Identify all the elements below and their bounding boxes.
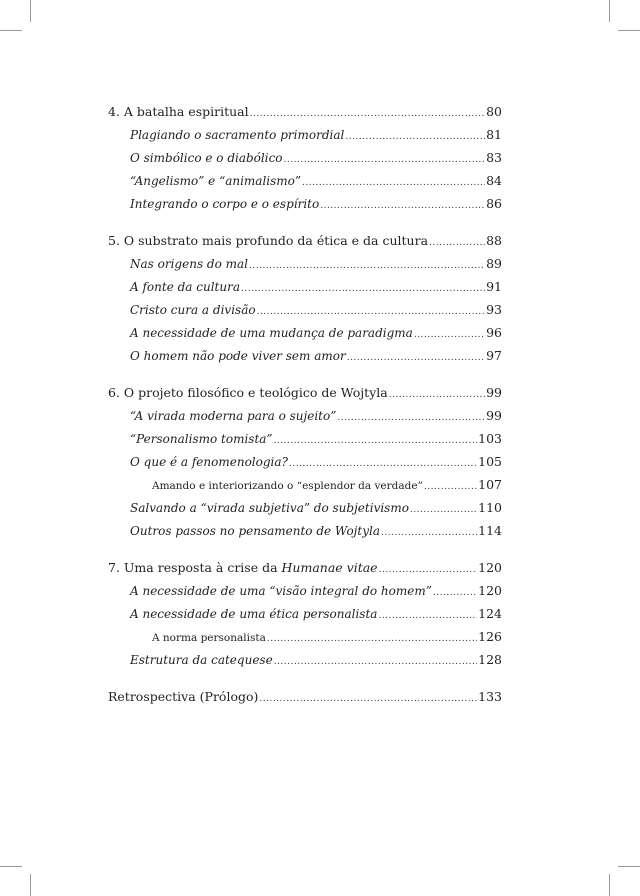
toc-page-number: 88 — [486, 233, 502, 248]
toc-section-entry — [108, 146, 502, 169]
table-of-contents — [108, 100, 502, 722]
toc-section-entry — [108, 427, 502, 450]
toc-entry-title: 4. A batalha espiritual — [108, 104, 249, 119]
dot-leader — [424, 476, 477, 499]
toc-page-number: 86 — [486, 196, 502, 211]
dot-leader — [274, 651, 477, 674]
dot-leader — [250, 103, 485, 126]
toc-page-number: 107 — [478, 477, 502, 492]
toc-chapter-entry — [108, 100, 502, 123]
toc-page-number: 126 — [478, 629, 502, 644]
toc-section-entry — [108, 298, 502, 321]
toc-page-number: 120 — [478, 560, 502, 575]
toc-page-number: 97 — [486, 348, 502, 363]
toc-page-number: 96 — [486, 325, 502, 340]
toc-page-number: 103 — [478, 431, 502, 446]
toc-entry-title: A necessidade de uma “visão integral do homem” — [130, 584, 432, 598]
toc-chapter — [108, 100, 502, 215]
toc-page-number: 84 — [486, 173, 502, 188]
crop-mark-top-left-h — [0, 30, 22, 31]
toc-section-entry — [108, 275, 502, 298]
toc-page-number: 80 — [486, 104, 502, 119]
toc-section-entry — [108, 404, 502, 427]
toc-page-number: 133 — [478, 689, 502, 704]
dot-leader — [284, 149, 486, 172]
toc-entry-title: 6. O projeto filosófico e teológico de Wojtyla — [108, 385, 388, 400]
toc-chapter-entry — [108, 381, 502, 404]
toc-entry-title: Estrutura da catequese — [130, 653, 273, 667]
toc-page-number: 89 — [486, 256, 502, 271]
dot-leader — [379, 559, 478, 582]
toc-page-number: 110 — [478, 500, 502, 515]
toc-entry-title: Nas origens do mal — [130, 257, 249, 271]
toc-section-entry — [108, 123, 502, 146]
toc-entry-title: Salvando a “virada subjetiva” do subjetivismo — [130, 501, 409, 515]
toc-section-entry — [108, 450, 502, 473]
toc-entry-title: Cristo cura a divisão — [130, 303, 256, 317]
toc-page-number: 114 — [478, 523, 502, 538]
dot-leader — [381, 522, 477, 545]
dot-leader — [267, 628, 477, 651]
toc-entry-title: Outros passos no pensamento de Wojtyla — [130, 524, 380, 538]
toc-chapter — [108, 685, 502, 708]
dot-leader — [289, 453, 477, 476]
dot-leader — [257, 301, 486, 324]
crop-mark-bottom-left-h — [0, 866, 22, 867]
dot-leader — [347, 347, 485, 370]
toc-chapter — [108, 381, 502, 542]
toc-section-entry — [108, 602, 502, 625]
toc-entry-title: “Angelismo” e “animalismo” — [130, 174, 302, 188]
toc-page-number: 91 — [486, 279, 502, 294]
toc-section-entry — [108, 496, 502, 519]
toc-entry-title: O homem não pode viver sem amor — [130, 349, 346, 363]
dot-leader — [410, 499, 477, 522]
toc-section-entry — [108, 169, 502, 192]
toc-entry-title: 5. O substrato mais profundo da ética e da cultura — [108, 233, 429, 248]
dot-leader — [389, 384, 485, 407]
dot-leader — [320, 195, 485, 218]
toc-section-entry — [108, 473, 502, 496]
toc-chapter-entry — [108, 556, 502, 579]
toc-section-entry — [108, 321, 502, 344]
toc-entry-title: “Personalismo tomista” — [130, 432, 273, 446]
toc-entry-title: Amando e interiorizando o “esplendor da verdade” — [152, 480, 423, 492]
toc-page-number: 83 — [486, 150, 502, 165]
toc-chapter — [108, 229, 502, 367]
italic-title-fragment: Humanae vitae — [281, 560, 378, 575]
toc-page-number: 99 — [486, 408, 502, 423]
toc-section-entry — [108, 519, 502, 542]
dot-leader — [337, 407, 485, 430]
toc-section-entry — [108, 579, 502, 602]
toc-entry-title: A necessidade de uma ética personalista — [130, 607, 378, 621]
toc-section-entry — [108, 625, 502, 648]
toc-page-number: 120 — [478, 583, 502, 598]
crop-mark-top-left — [30, 0, 31, 22]
dot-leader — [249, 255, 485, 278]
toc-section-entry — [108, 252, 502, 275]
crop-mark-bottom-right — [609, 874, 610, 896]
dot-leader — [259, 688, 477, 711]
dot-leader — [433, 582, 477, 605]
toc-chapter — [108, 556, 502, 671]
toc-chapter-entry — [108, 229, 502, 252]
dot-leader — [241, 278, 485, 301]
toc-page-number: 105 — [478, 454, 502, 469]
toc-section-entry — [108, 192, 502, 215]
toc-entry-title: Retrospectiva (Prólogo) — [108, 689, 259, 704]
toc-entry-title: O simbólico e o diabólico — [130, 151, 283, 165]
dot-leader — [302, 172, 485, 195]
dot-leader — [414, 324, 485, 347]
toc-section-entry — [108, 648, 502, 671]
crop-mark-bottom-right-h — [618, 866, 640, 867]
toc-entry-title: O que é a fenomenologia? — [130, 455, 288, 469]
toc-entry-title: A fonte da cultura — [130, 280, 240, 294]
dot-leader — [429, 232, 485, 255]
toc-page-number: 81 — [486, 127, 502, 142]
toc-page-number: 124 — [478, 606, 502, 621]
toc-entry-title: “A virada moderna para o sujeito” — [130, 409, 337, 423]
dot-leader — [345, 126, 485, 149]
crop-mark-bottom-left — [30, 874, 31, 896]
toc-page-number: 93 — [486, 302, 502, 317]
toc-entry-title: A norma personalista — [152, 632, 266, 644]
crop-mark-top-right-h — [618, 30, 640, 31]
toc-page-number: 128 — [478, 652, 502, 667]
toc-entry-title: Plagiando o sacramento primordial — [130, 128, 345, 142]
toc-entry-title: A necessidade de uma mudança de paradigma — [130, 326, 413, 340]
dot-leader — [274, 430, 478, 453]
toc-chapter-entry — [108, 685, 502, 708]
toc-entry-title: 7. Uma resposta à crise da Humanae vitae — [108, 560, 378, 575]
toc-entry-title: Integrando o corpo e o espírito — [130, 197, 320, 211]
toc-section-entry — [108, 344, 502, 367]
crop-mark-top-right — [609, 0, 610, 22]
toc-page-number: 99 — [486, 385, 502, 400]
dot-leader — [378, 605, 477, 628]
